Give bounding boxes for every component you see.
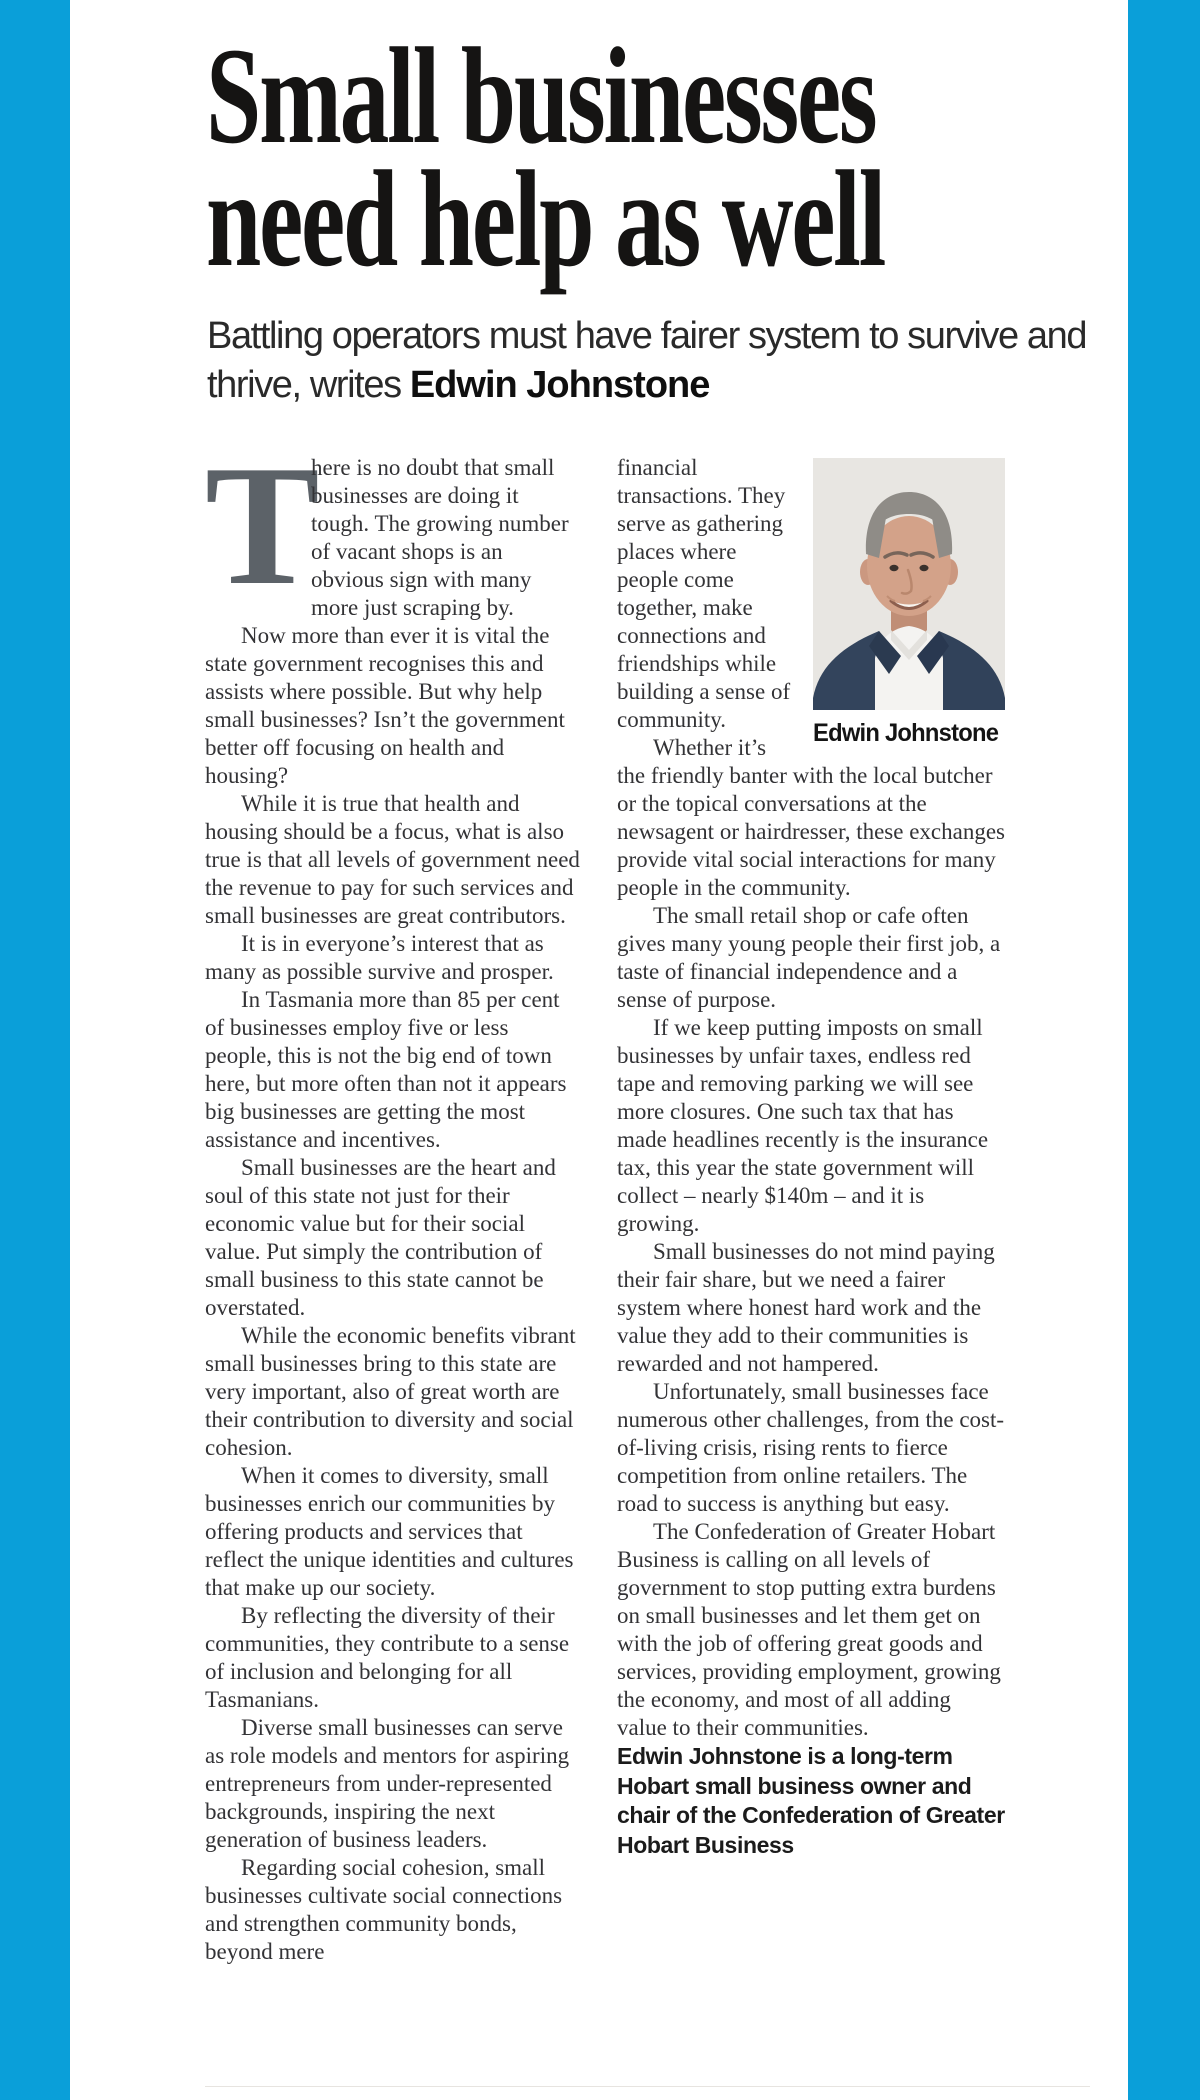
lead-paragraph-text: here is no doubt that small businesses are doing it tough. The growing number of vacant shops is an obvious sign with many more just scraping by. — [311, 455, 569, 620]
body-paragraph: Small businesses are the heart and soul of this state not just for their economic value but for their social value. Put simply the contribution of small business to this state cannot be overstated. — [205, 1155, 556, 1320]
drop-cap: T — [205, 431, 320, 621]
photo-caption: Edwin Johnstone — [813, 719, 999, 747]
headline — [206, 19, 885, 295]
body-paragraph: Regarding social cohesion, small businesses cultivate social connections and strengthen community bonds, beyond mere — [205, 1855, 563, 1964]
headline-line-2: need help as well — [206, 142, 885, 295]
lead-paragraph — [205, 431, 580, 622]
body-paragraph: Unfortunately, small businesses face numerous other challenges, from the cost-of-living crisis, rising rents to fierce competition from online retailers. The road to success is anything but easy. — [617, 1379, 1005, 1516]
article-body — [205, 431, 1006, 1966]
body-paragraph: In Tasmania more than 85 per cent of businesses employ five or less people, this is not the big end of town here, but more often than not it appears big businesses are getting the most assistance and incentives. — [205, 987, 567, 1152]
body-paragraph: The small retail shop or cafe often gives many young people their first job, a taste of financial independence and a sense of purpose. — [617, 903, 1001, 1012]
bottom-rule — [205, 2086, 1090, 2087]
body-paragraph: While the economic benefits vibrant small businesses bring to this state are very important, also of great worth are their contribution to diversity and social cohesion. — [205, 1323, 576, 1460]
left-column-paragraphs — [205, 622, 580, 1966]
right-column-paragraphs — [617, 734, 1005, 1742]
body-paragraph: Diverse small businesses can serve as role models and mentors for aspiring entrepreneurs from under-represented backgrounds, inspiring the next generation of business leaders. — [205, 1715, 570, 1852]
body-paragraph: If we keep putting imposts on small businesses by unfair taxes, endless red tape and removing parking we will see more closures. One such tax that has made headlines recently is the insurance tax, this year the state government will collect – nearly $140m – and it is growing. — [617, 1015, 989, 1236]
right-column — [617, 454, 1005, 1966]
author-photo — [813, 458, 1005, 710]
right-accent-bar — [1128, 0, 1200, 2100]
standfirst-text: Battling operators must have fairer system to survive and thrive, writes — [207, 315, 1087, 406]
standfirst-author: Edwin Johnstone — [409, 364, 710, 406]
left-column — [205, 431, 580, 1966]
body-paragraph: Whether it’s the friendly banter with the local butcher or the topical conversations at the newsagent or hairdresser, these exchanges provide vital social interactions for many people in the community. — [617, 735, 1006, 900]
headline-line-1: Small businesses — [206, 19, 876, 172]
body-paragraph: It is in everyone’s interest that as many as possible survive and prosper. — [205, 931, 554, 984]
standfirst — [207, 312, 1137, 410]
body-paragraph: Small businesses do not mind paying their fair share, but we need a fairer system where honest hard work and the value they add to their communities is rewarded and not hampered. — [617, 1239, 995, 1376]
author-photo-figure — [813, 458, 1005, 747]
body-paragraph: By reflecting the diversity of their communities, they contribute to a sense of inclusion and belonging for all Tasmanians. — [205, 1603, 570, 1712]
body-paragraph: The Confederation of Greater Hobart Business is calling on all levels of government to stop putting extra burdens on small businesses and let them get on with the job of offering great goods and services, providing employment, growing the economy, and most of all adding value to their communities. — [617, 1519, 1001, 1740]
body-paragraph: When it comes to diversity, small businesses enrich our communities by offering products and services that reflect the unique identities and cultures that make up our society. — [205, 1463, 574, 1600]
body-paragraph: Now more than ever it is vital the state government recognises this and assists where possible. But why help small businesses? Isn’t the government better off focusing on health and housing? — [205, 623, 565, 788]
body-paragraph: While it is true that health and housing should be a focus, what is also true is that all levels of government need the revenue to pay for such services and small businesses are great contributors. — [205, 791, 580, 928]
right-first-paragraph: financial transactions. They serve as gathering places where people come together, make connections and friendships while building a sense of community. — [617, 455, 791, 732]
left-accent-bar — [0, 0, 70, 2100]
author-bio: Edwin Johnstone is a long-term Hobart small business owner and chair of the Confederation of Greater Hobart Business — [617, 1743, 1005, 1858]
